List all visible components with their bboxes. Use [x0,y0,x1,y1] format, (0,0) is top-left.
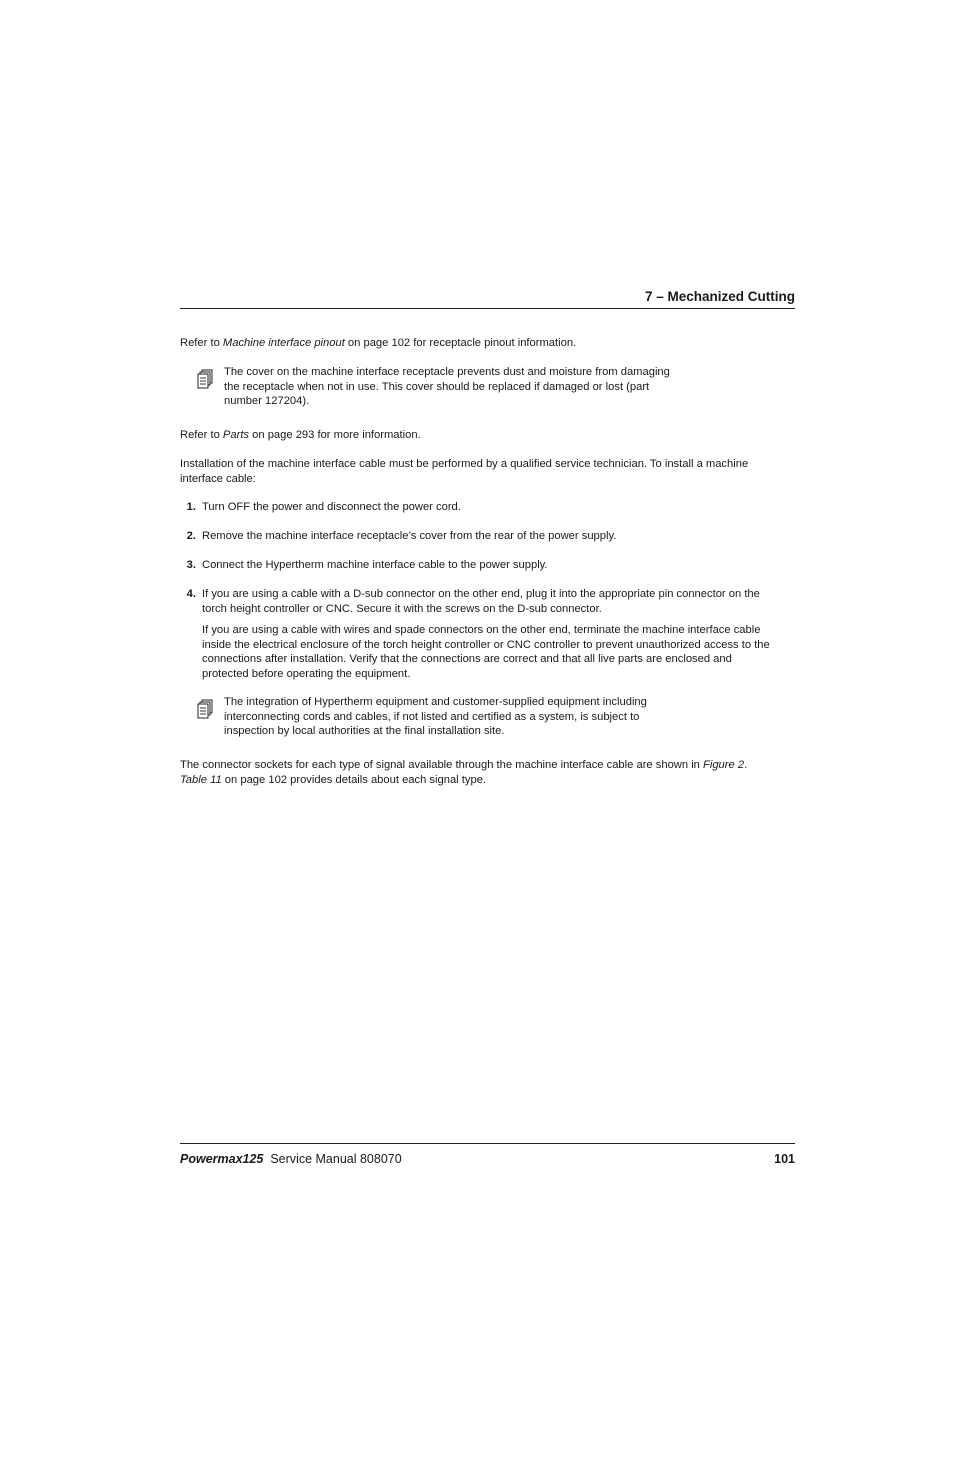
closing-line-2-post: on page 102 provides details about each signal type. [221,773,487,786]
note-2-line: The integration of Hypertherm equipment and customer-supplied equipment including [224,696,647,708]
step-4-extra-paragraph [202,623,795,681]
step-1-text: Turn OFF the power and disconnect the power cord. [202,501,461,513]
step-2-text: Remove the machine interface receptacle’s cover from the rear of the power supply. [202,530,617,542]
ref-pinout-post: on page 102 for receptacle pinout information. [344,337,577,349]
install-intro-line: interface cable: [180,472,256,485]
ref-parts-post: on page 293 for more information. [249,429,421,441]
machine-interface-pinout-link[interactable]: Machine interface pinout [222,337,345,349]
step-2-number: 2. [186,530,196,542]
table-11-link[interactable]: Table 11 [180,773,222,786]
step-4-extra-line: inside the electrical enclosure of the torch height controller or CNC controller to prevent unauthorized access to the [202,638,770,651]
closing-line-1-post: . [744,759,748,771]
chapter-title: 7 – Mechanized Cutting [644,289,795,304]
footer-product-info [180,1152,402,1166]
ref-pinout-paragraph [180,336,795,351]
note-1-line: The cover on the machine interface receptacle prevents dust and moisture from damaging [224,366,670,378]
closing-line-1-pre: The connector sockets for each type of signal available through the machine interface cable are shown in [180,759,704,771]
install-intro-paragraph [180,457,795,486]
closing-paragraph [180,758,795,787]
ref-parts-paragraph [180,428,795,443]
note-1-line: the receptacle when not in use. This cover should be replaced if damaged or lost (part [224,380,650,393]
note-2 [224,695,674,739]
manual-name: Service Manual 808070 [270,1152,402,1166]
note-2-line: inspection by local authorities at the final installation site. [224,725,505,737]
parts-link[interactable]: Parts [222,429,250,441]
note-icon [196,369,214,389]
step-4-text [202,587,795,616]
step-4-number: 4. [186,588,196,600]
figure-2-link[interactable]: Figure 2 [703,759,745,771]
footer-rule [180,1143,795,1144]
ref-pinout-pre: Refer to [180,337,223,349]
ref-parts-pre: Refer to [180,429,223,441]
step-3-number: 3. [186,559,196,571]
step-4-extra-line: protected before operating the equipment. [202,667,411,680]
step-4-extra-line: connections after installation. Verify that the connections are correct and that all live parts are enclosed and [202,653,732,665]
closing-line-1 [180,758,795,773]
step-4-line: If you are using a cable with a D-sub connector on the other end, plug it into the appropriate pin connector on the [202,588,760,600]
step-4-extra-line: If you are using a cable with wires and spade connectors on the other end, terminate the machine interface cable [202,624,761,636]
step-3-text: Connect the Hypertherm machine interface cable to the power supply. [202,559,548,571]
page-number: 101 [774,1152,795,1166]
header-rule [180,308,795,309]
note-1 [224,365,674,409]
note-2-line: interconnecting cords and cables, if not listed and certified as a system, is subject to [224,710,640,723]
note-icon [196,699,214,719]
step-4-line: torch height controller or CNC. Secure it with the screws on the D-sub connector. [202,602,602,615]
product-name: Powermax125 [180,1152,264,1166]
closing-line-2 [180,773,795,788]
note-1-line: number 127204). [224,395,310,407]
install-intro-line: Installation of the machine interface cable must be performed by a qualified service technician. To install a machine [180,458,749,470]
step-1-number: 1. [186,501,196,513]
